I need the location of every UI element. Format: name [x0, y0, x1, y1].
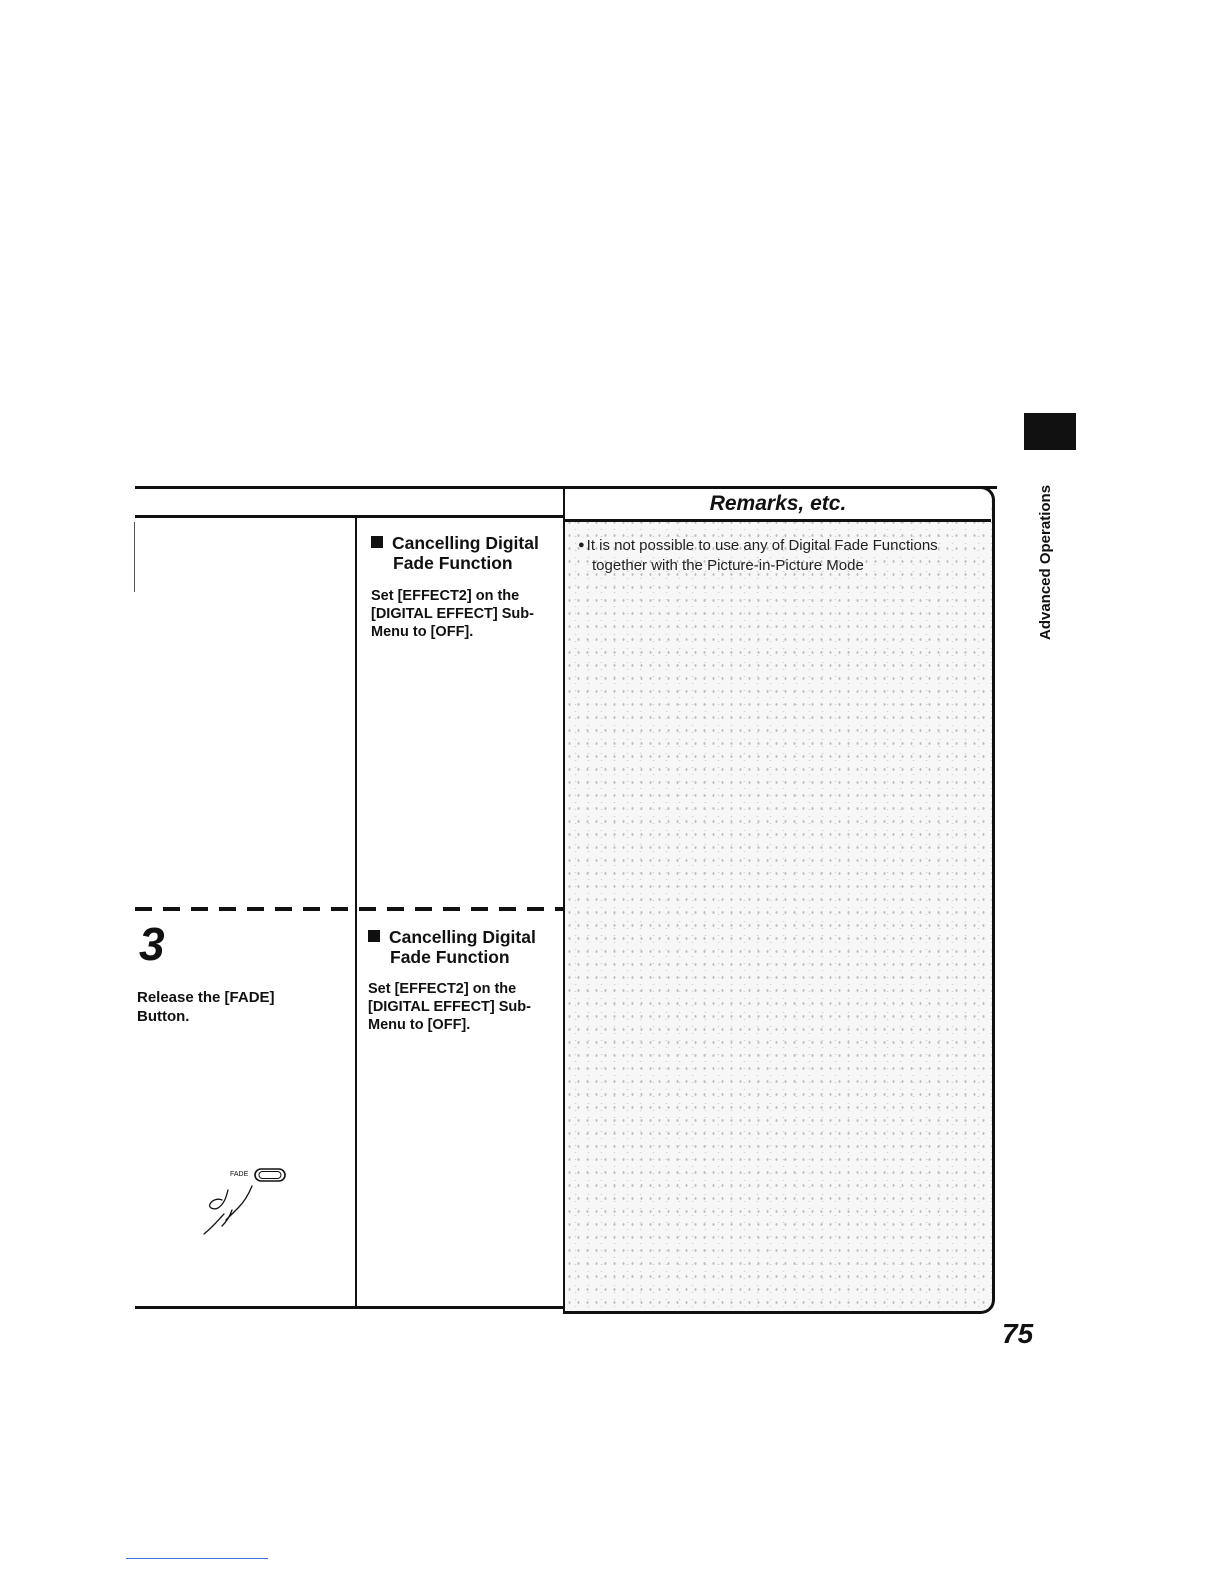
- cancel-fade-body-a: [371, 587, 563, 641]
- remarks-column: [563, 486, 995, 1314]
- cancel-fade-body-a-line1: Set [EFFECT2] on the: [371, 588, 520, 604]
- square-bullet-icon: [368, 930, 380, 942]
- cancel-fade-title-a-line2: Fade Function: [393, 553, 513, 573]
- step-number: 3: [139, 918, 165, 970]
- cancel-fade-body-a-line2: [DIGITAL EFFECT] Sub-: [371, 606, 534, 622]
- cancel-fade-title-b-line2: Fade Function: [390, 947, 510, 967]
- table-bottom-rule: [135, 1306, 565, 1309]
- step-separator-dashed: [135, 907, 563, 911]
- table-header-rule: [135, 515, 565, 518]
- cancel-fade-body-b-line1: Set [EFFECT2] on the: [368, 981, 517, 997]
- square-bullet-icon: [371, 536, 383, 548]
- cancel-fade-title-a: [371, 533, 561, 573]
- page-number: 75: [1002, 1318, 1034, 1349]
- hand-pressing-fade-button-icon: [196, 1160, 296, 1240]
- section-tab-marker: [1024, 413, 1076, 450]
- remark-note-line1: It is not possible to use any of Digital Fade Functions: [586, 537, 938, 554]
- cancel-fade-body-a-line3: Menu to [OFF].: [371, 624, 474, 640]
- cancel-fade-title-b-line1: Cancelling Digital: [389, 927, 536, 947]
- cancel-fade-body-b: [368, 980, 560, 1034]
- column-divider: [355, 518, 357, 1308]
- cancel-fade-body-b-line2: [DIGITAL EFFECT] Sub-: [368, 999, 531, 1015]
- cancel-fade-title-b: [368, 927, 558, 967]
- cancel-fade-title-a-line1: Cancelling Digital: [392, 533, 539, 553]
- step-instruction-line2: Button.: [137, 1008, 190, 1025]
- step-instruction: [137, 988, 337, 1026]
- column-edge-mark: [134, 522, 135, 592]
- remark-note: [578, 535, 990, 576]
- bullet-icon: ●: [578, 539, 585, 551]
- remark-note-line2: together with the Picture-in-Picture Mode: [592, 557, 864, 574]
- section-tab-label: Advanced Operations: [1037, 484, 1054, 640]
- fade-button-label: FADE: [230, 1171, 249, 1178]
- step-instruction-line1: Release the [FADE]: [137, 989, 275, 1006]
- cancel-fade-body-b-line3: Menu to [OFF].: [368, 1017, 471, 1033]
- footer-rule: [126, 1558, 268, 1559]
- remarks-heading: Remarks, etc.: [709, 492, 847, 515]
